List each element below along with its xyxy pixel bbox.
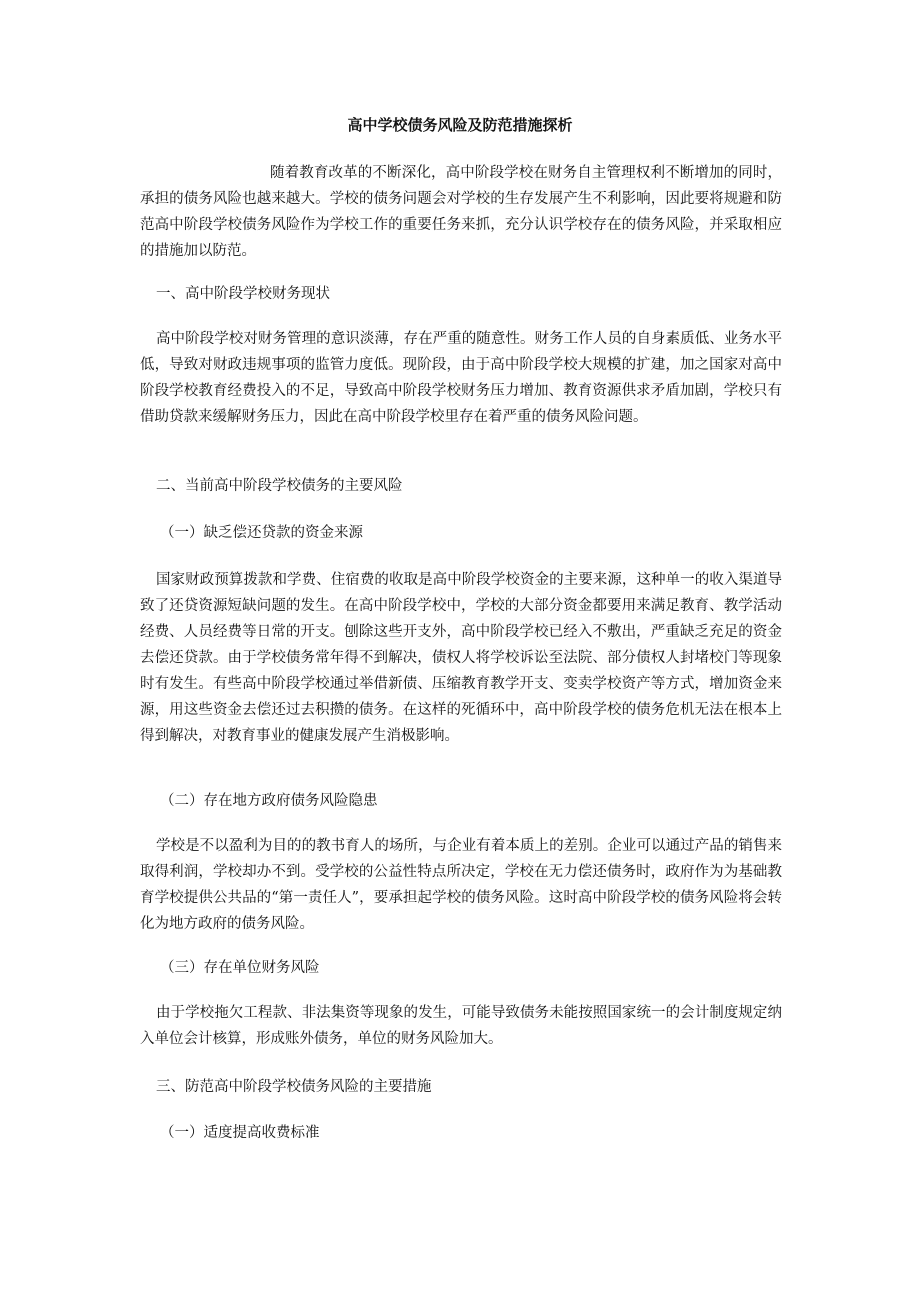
section-2-heading: 二、当前高中阶段学校债务的主要风险 bbox=[156, 478, 403, 494]
section-3-heading: 三、防范高中阶段学校债务风险的主要措施 bbox=[156, 1079, 432, 1095]
section-2-sub-3-heading: （三）存在单位财务风险 bbox=[160, 960, 320, 976]
intro-paragraph: 随着教育改革的不断深化，高中阶段学校在财务自主管理权利不断增加的同时，承担的债务风险也越来越大。学校的债务问题会对学校的生存发展产生不利影响，因此要将规避和防范高中阶段学校债务风险作为学校工作的重要任务来抓，充分认识学校存在的债务风险，并采取相应的措施加以防范。 bbox=[140, 165, 782, 259]
section-3-sub-1-heading: （一）适度提高收费标准 bbox=[160, 1125, 320, 1141]
section-2-sub-3-paragraph: 由于学校拖欠工程款、非法集资等现象的发生，可能导致债务未能按照国家统一的会计制度规定纳入单位会计核算，形成账外债务，单位的财务风险加大。 bbox=[140, 1005, 782, 1047]
section-2-sub-2-paragraph: 学校是不以盈利为目的的教书育人的场所，与企业有着本质上的差别。企业可以通过产品的销售来取得利润，学校却办不到。受学校的公益性特点所决定，学校在无力偿还债务时，政府作为为基础教育学校提供公共品的“第一责任人”，要承担起学校的债务风险。这时高中阶段学校的债务风险将会转化为地方政府的债务风险。 bbox=[140, 838, 782, 932]
section-1-heading: 一、高中阶段学校财务现状 bbox=[156, 286, 330, 302]
section-2-sub-1-paragraph: 国家财政预算拨款和学费、住宿费的收取是高中阶段学校资金的主要来源，这种单一的收入渠道导致了还贷资源短缺问题的发生。在高中阶段学校中，学校的大部分资金都要用来满足教育、教学活动经费、人员经费等日常的开支。刨除这些开支外，高中阶段学校已经入不敷出，严重缺乏充足的资金去偿还贷款。由于学校债务常年得不到解决，债权人将学校诉讼至法院、部分债权人封堵校门等现象时有发生。有些高中阶段学校通过举借新债、压缩教育教学开支、变卖学校资产等方式，增加资金来源，用这些资金去偿还过去积攒的债务。在这样的死循环中，高中阶段学校的债务危机无法在根本上得到解决，对教育事业的健康发展产生消极影响。 bbox=[140, 572, 782, 744]
document-title: 高中学校债务风险及防范措施探析 bbox=[347, 116, 573, 134]
section-1-paragraph: 高中阶段学校对财务管理的意识淡薄，存在严重的随意性。财务工作人员的自身素质低、业务水平低，导致对财政违规事项的监管力度低。现阶段，由于高中阶段学校大规模的扩建，加之国家对高中阶段学校教育经费投入的不足，导致高中阶段学校财务压力增加、教育资源供求矛盾加剧，学校只有借助贷款来缓解财务压力，因此在高中阶段学校里存在着严重的债务风险问题。 bbox=[140, 331, 782, 425]
section-2-sub-2-heading: （二）存在地方政府债务风险隐患 bbox=[160, 793, 378, 809]
section-2-sub-1-heading: （一）缺乏偿还贷款的资金来源 bbox=[160, 525, 363, 541]
